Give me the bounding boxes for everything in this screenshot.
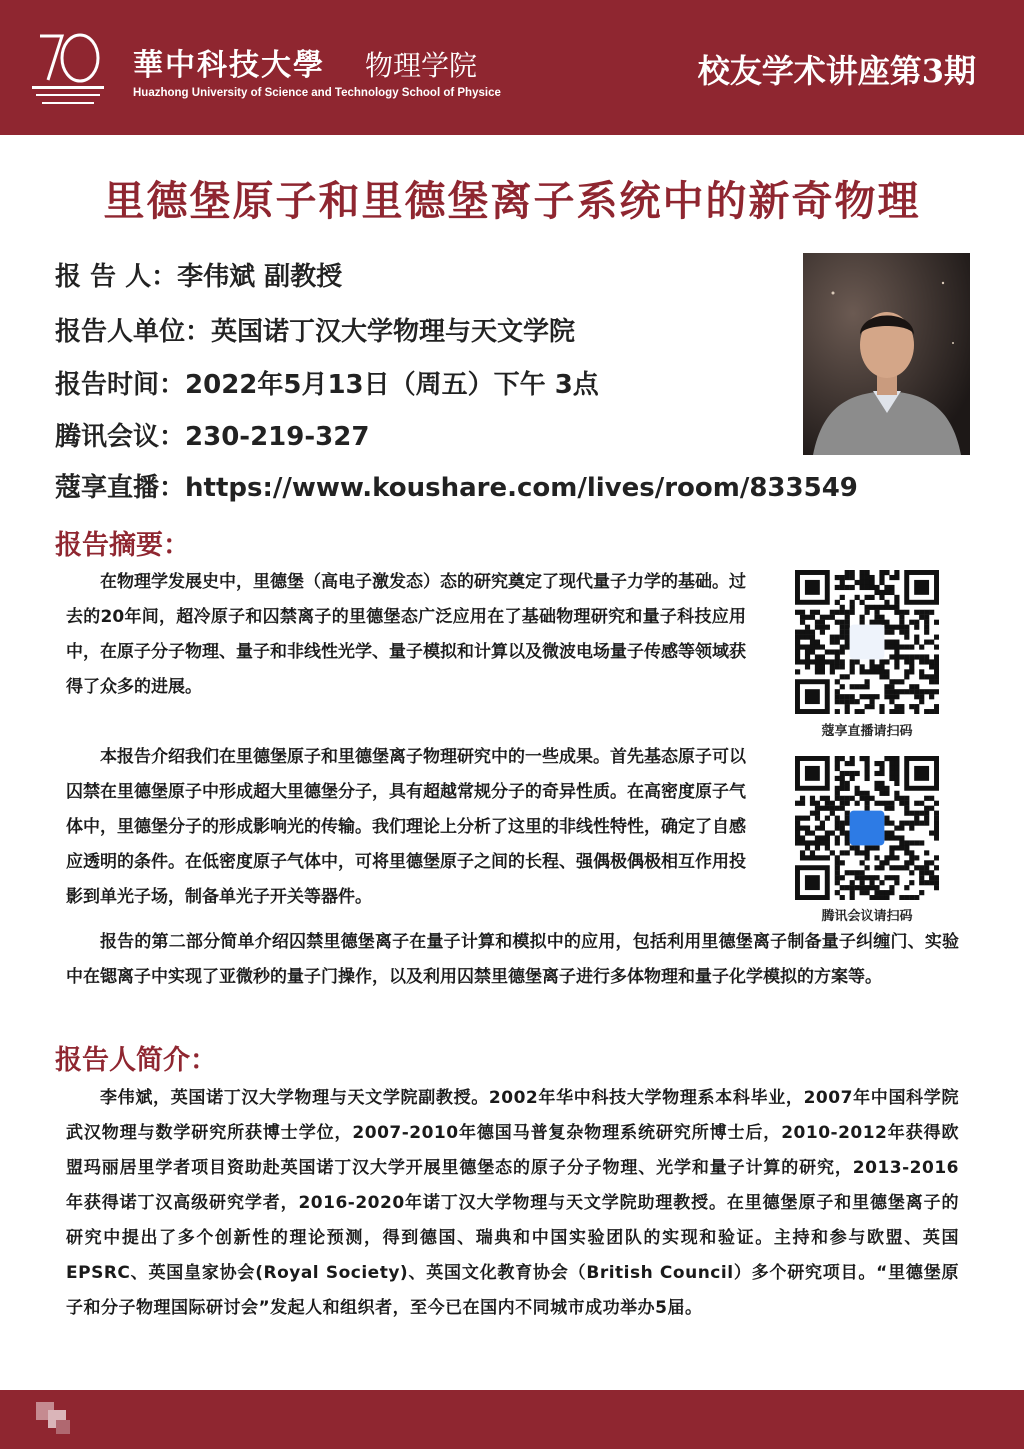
affiliation-value: 英国诺丁汉大学物理与天文学院 [211,317,576,347]
lecture-title: 里德堡原子和里德堡离子系统中的新奇物理 [103,177,921,225]
footer-decor-square [56,1420,70,1434]
affiliation-row [55,311,575,348]
header-banner [0,0,1024,135]
school-name-cn: 物理学院 [365,49,478,82]
meeting-row [55,416,369,453]
live-label: 蔻享直播： [55,473,186,503]
qr-code-icon [795,570,939,714]
abstract-paragraph-3: 报告的第二部分简单介绍囚禁里德堡离子在量子计算和模拟中的应用，包括利用里德堡离子制备量子纠缠门、实验中在锶离子中实现了亚微秒的量子门操作，以及利用囚禁里德堡离子进行多体物理和量子化学模拟的方案等。 [66,932,959,987]
time-row [55,364,599,401]
time-value: 2022年5月13日（周五）下午 3点 [185,370,599,400]
koushare-qr-code[interactable] [795,570,939,714]
bio-heading: 报告人简介： [55,1045,217,1076]
live-row [55,467,858,504]
speaker-value: 李伟斌 副教授 [177,262,343,292]
time-label: 报告时间： [55,370,186,400]
meeting-id[interactable]: 230-219-327 [185,422,370,452]
abstract-paragraph-1: 在物理学发展史中，里德堡（高电子激发态）态的研究奠定了现代量子力学的基础。过去的20年间，超冷原子和囚禁离子的里德堡态广泛应用在了基础物理研究和量子科技应用中，在原子分子物理、量子和非线性光学、量子模拟和计算以及微波电场量子传感等领域获得了众多的进展。 [66,572,746,697]
anniversary-logo-icon [22,24,114,116]
qr-code-icon [795,756,939,900]
tencent-qr-code[interactable] [795,756,939,900]
speaker-row [55,256,342,293]
bio-paragraph: 李伟斌，英国诺丁汉大学物理与天文学院副教授。2002年华中科技大学物理系本科毕业，2007年中国科学院武汉物理与数学研究所获博士学位，2007-2010年德国马普复杂物理系统研究所博士后，2010-2012年获得欧盟玛丽居里学者项目资助赴英国诺丁汉大学开展里德堡态的原子分子物理、光学和量子计算的研究，2013-2016年获得诺丁汉高级研究学者，2016-2020年诺丁汉大学物理与天文学院助理教授。在里德堡原子和里德堡离子的研究中提出了多个创新性的理论预测，得到德国、瑞典和中国实验团队的实现和验证。主持和参与欧盟、英国EPSRC、英国皇家协会(Royal Society)、英国文化教育协会（British Council）多个研究项目。“里德堡原子和分子物理国际研讨会”发起人和组织者，至今已在国内不同城市成功举办5届。 [66,1088,959,1318]
tencent-qr-caption: 腾讯会议请扫码 [821,909,913,924]
live-url-link[interactable]: https://www.koushare.com/lives/room/833549 [185,473,858,503]
footer-banner [0,1390,1024,1449]
speaker-label: 报 告 人： [55,262,178,292]
abstract-paragraph-2: 本报告介绍我们在里德堡原子和里德堡离子物理研究中的一些成果。首先基态原子可以囚禁在里德堡原子中形成超大里德堡分子，具有超越常规分子的奇异性质。在高密度原子气体中，里德堡分子的形成影响光的传输。我们理论上分析了这里的非线性特性，确定了自感应透明的条件。在低密度原子气体中，可将里德堡原子之间的长程、强偶极偶极相互作用投影到单光子场，制备单光子开关等器件。 [66,747,746,907]
lecture-series-label: 校友学术讲座第3期 [697,52,976,90]
affiliation-label: 报告人单位： [55,317,212,347]
speaker-photo [803,253,970,455]
university-name-cn: 華中科技大學 [133,48,325,83]
speaker-portrait-icon [803,253,970,455]
university-name-en: Huazhong University of Science and Technology School of Physice [133,87,501,99]
koushare-qr-caption: 蔻享直播请扫码 [821,724,913,739]
abstract-heading: 报告摘要： [55,530,190,561]
meeting-label: 腾讯会议： [55,422,186,452]
